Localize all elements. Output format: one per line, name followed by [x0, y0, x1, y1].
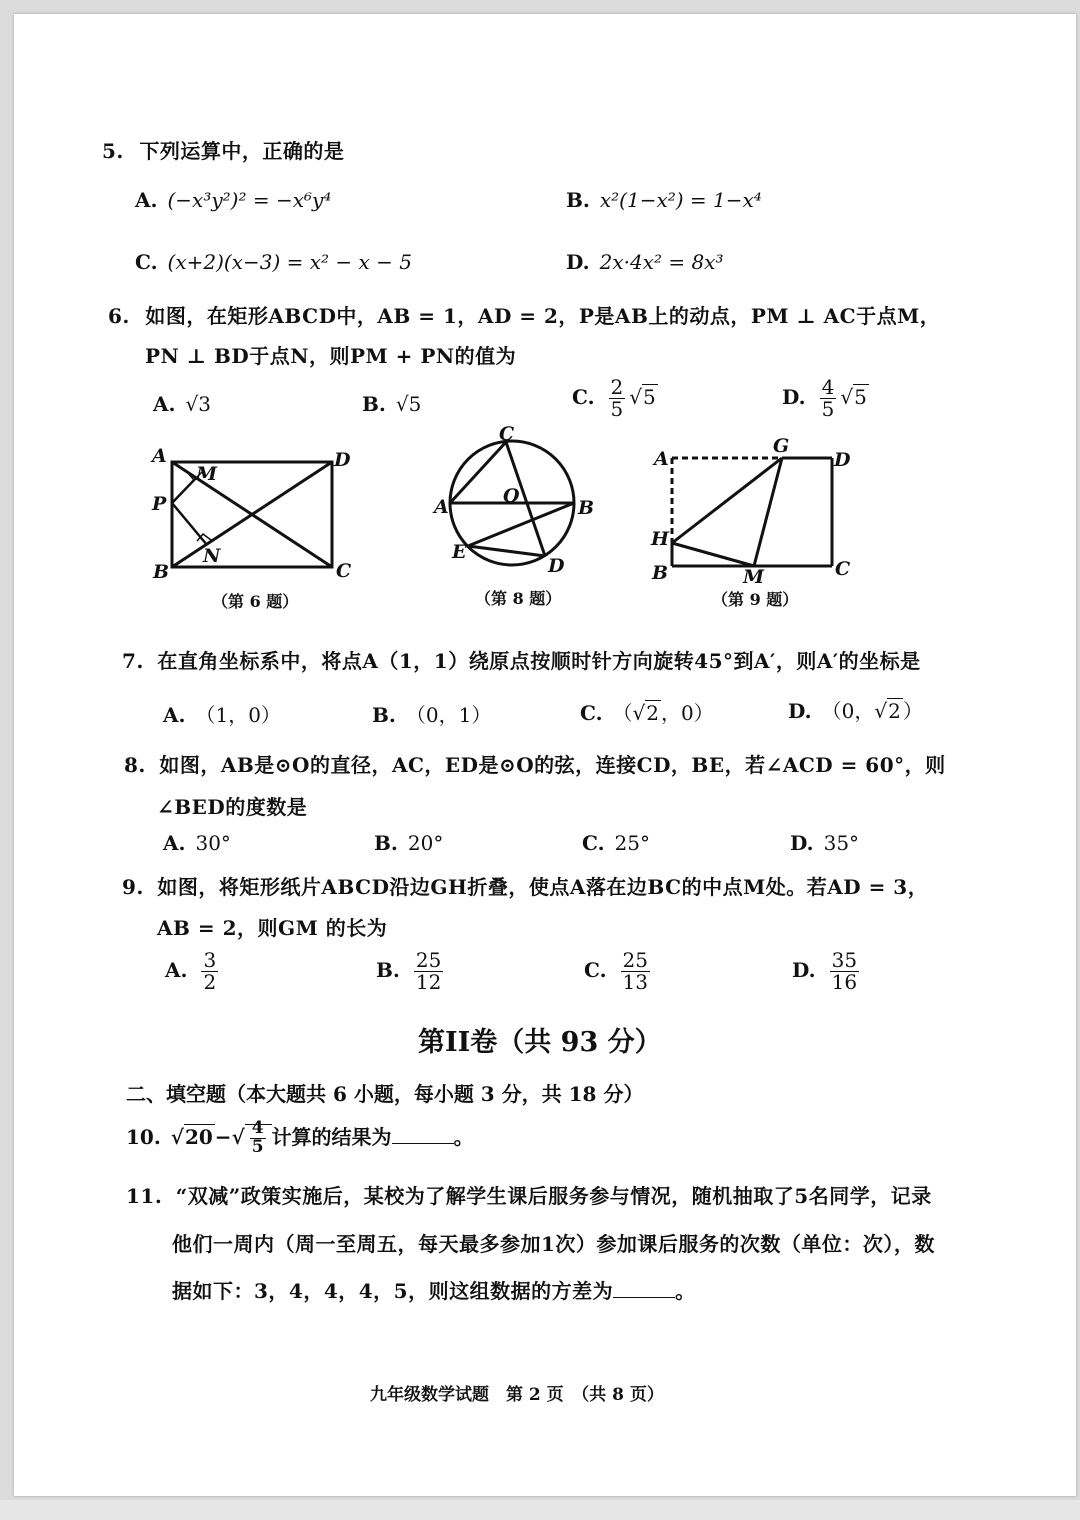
fig6-segment-pn — [172, 503, 207, 545]
q6-b-text: √5 — [395, 392, 422, 416]
fig8-label-o: O — [503, 485, 520, 507]
fig9-label-a: A — [654, 448, 669, 470]
fig6-label-m: M — [196, 463, 218, 485]
q7-a-label: A. — [163, 703, 186, 727]
question-8 — [124, 749, 946, 778]
q10-fraction — [250, 1120, 266, 1157]
q9-option-d — [792, 950, 863, 993]
q9-number: 9. — [122, 875, 144, 899]
q7-d-label: D. — [788, 699, 812, 723]
q8-option-c — [582, 831, 650, 855]
fig8-label-e: E — [452, 541, 467, 563]
q7-number: 7. — [122, 649, 144, 673]
q8-option-b — [374, 831, 443, 855]
fig6-label-b: B — [153, 561, 170, 583]
q8-option-d — [790, 831, 859, 855]
fig6-label-a: A — [152, 445, 167, 467]
part-2-title: 二、填空题（本大题共 6 小题，每小题 3 分，共 18 分） — [126, 1082, 644, 1106]
fig9-label-g: G — [773, 435, 790, 457]
fig9-caption: （第 9 题） — [712, 590, 799, 609]
fig8-chord-be — [468, 503, 574, 546]
fig8-label-d: D — [548, 555, 565, 577]
q9-a-num: 3 — [203, 948, 217, 972]
page-footer: 九年级数学试题 第 2 页 （共 8 页） — [370, 1385, 664, 1405]
q6-c-den: 5 — [610, 397, 624, 421]
q11-line3: 据如下：3，4，4，4，5，则这组数据的方差为 — [172, 1279, 614, 1303]
section-2-title: 第II卷（共 93 分） — [418, 1027, 662, 1058]
q5-a-label: A. — [135, 188, 158, 212]
q10-radical-1: √20 — [170, 1124, 213, 1149]
q8-c-label: C. — [582, 831, 605, 855]
q9-c-fraction — [621, 950, 650, 993]
q7-b-text: （0，1） — [405, 703, 492, 727]
q9-b-num: 25 — [415, 948, 442, 972]
question-7 — [122, 645, 921, 674]
question-9 — [122, 871, 928, 900]
fig8-label-c: C — [499, 423, 515, 445]
fig6-label-c: C — [336, 560, 352, 582]
q11-line3-wrap — [172, 1275, 696, 1304]
fig6-label-n: N — [203, 545, 221, 567]
q8-c-text: 25° — [614, 831, 650, 855]
fig9-segment-hm — [672, 543, 754, 566]
q5-b-label: B. — [566, 188, 590, 212]
fig6-label-p: P — [152, 493, 167, 515]
q11-line2: 他们一周内（周一至周五，每天最多参加1次）参加课后服务的次数（单位：次），数 — [172, 1232, 935, 1256]
q6-d-num: 4 — [821, 375, 835, 399]
q5-number: 5. — [102, 139, 124, 163]
q10-radical-2: √ $\frac{4}{5}$ — [232, 1120, 272, 1157]
fig8-caption: （第 8 题） — [475, 589, 562, 608]
q9-option-b — [376, 950, 447, 993]
q10-frac-den: 5 — [251, 1136, 264, 1157]
q8-d-label: D. — [790, 831, 814, 855]
q10-tail: 计算的结果为 — [271, 1124, 392, 1149]
q7-option-b — [372, 699, 491, 728]
q5-c-label: C. — [135, 250, 158, 274]
fig9-label-h: H — [651, 528, 669, 550]
q7-d-pre: （0， — [821, 699, 875, 723]
q5-b-text: x²(1−x²) = 1−x⁴ — [599, 188, 762, 212]
q8-stem-line2: ∠BED的度数是 — [157, 795, 308, 819]
figure-9 — [672, 458, 832, 566]
q7-option-a — [163, 699, 281, 728]
q6-d-radical: √5 — [840, 385, 867, 409]
q10-number: 10. — [126, 1124, 161, 1149]
q7-c-post: ，0） — [661, 701, 714, 725]
question-10 — [126, 1120, 474, 1157]
q9-b-fraction — [414, 950, 443, 993]
q7-d-radical: √2 — [874, 699, 901, 723]
fig9-label-b: B — [652, 562, 669, 584]
q7-d-radicand: 2 — [888, 699, 901, 723]
q9-option-a — [165, 950, 222, 993]
q6-c-label: C. — [572, 385, 595, 409]
q7-option-c — [580, 697, 714, 726]
q9-d-den: 16 — [831, 970, 858, 994]
fig9-label-d: D — [834, 449, 851, 471]
q5-stem: 下列运算中，正确的是 — [139, 139, 345, 163]
q11-end: 。 — [675, 1279, 696, 1303]
q6-a-text: √3 — [185, 392, 211, 416]
q11-number: 11. — [126, 1184, 163, 1208]
q10-minus: − — [214, 1124, 232, 1149]
q9-b-label: B. — [376, 958, 400, 982]
fig9-fold-gh — [672, 458, 782, 543]
q10-radicand-1: 20 — [184, 1124, 213, 1149]
fig8-label-b: B — [578, 497, 595, 519]
q7-c-pre: （ — [612, 701, 633, 725]
q7-a-text: （1，0） — [195, 703, 281, 727]
q6-a-label: A. — [153, 392, 176, 416]
q7-c-radical: √2 — [632, 701, 660, 725]
q6-b-label: B. — [362, 392, 386, 416]
q9-a-label: A. — [165, 958, 188, 982]
q6-c-radicand: 5 — [643, 385, 656, 409]
fig6-label-d: D — [334, 449, 351, 471]
q9-b-den: 12 — [415, 970, 442, 994]
fig6-caption: （第 6 题） — [212, 592, 299, 611]
q7-d-post: ） — [902, 699, 923, 723]
q10-frac-num: 4 — [251, 1118, 264, 1138]
q6-c-radical: √5 — [629, 385, 656, 409]
q9-a-den: 2 — [203, 970, 217, 994]
q6-stem-line2: PN ⊥ BD于点N，则PM + PN的值为 — [145, 344, 517, 368]
q6-d-radicand: 5 — [854, 385, 867, 409]
q9-c-num: 25 — [622, 948, 648, 972]
q8-b-text: 20° — [407, 831, 444, 855]
q8-a-text: 30° — [195, 831, 231, 855]
fig9-label-c: C — [835, 558, 851, 580]
q11-line1: “双减”政策实施后，某校为了解学生课后服务参与情况，随机抽取了5名同学，记录 — [175, 1184, 932, 1208]
fig9-segment-gm — [754, 458, 782, 566]
fig8-label-a: A — [434, 496, 449, 518]
q7-c-radicand: 2 — [646, 701, 660, 725]
q10-radical-2-body — [245, 1118, 272, 1157]
q11-answer-blank[interactable] — [613, 1279, 675, 1298]
question-11 — [126, 1180, 932, 1209]
q6-number: 6. — [108, 304, 130, 328]
q6-d-label: D. — [782, 385, 806, 409]
q9-stem-line2: AB = 2，则GM 的长为 — [157, 916, 388, 940]
q9-option-c — [584, 950, 654, 993]
q8-stem-line1: 如图，AB是⊙O的直径，AC，ED是⊙O的弦，连接CD，BE，若∠ACD = 60°，则 — [159, 753, 946, 777]
q7-c-label: C. — [580, 701, 603, 725]
q10-answer-blank[interactable] — [392, 1125, 454, 1144]
q7-stem: 在直角坐标系中，将点A（1，1）绕原点按顺时针方向旋转45°到A′，则A′的坐标是 — [157, 649, 921, 673]
q9-stem-line1: 如图，将矩形纸片ABCD沿边GH折叠，使点A落在边BC的中点M处。若AD = 3， — [157, 875, 929, 899]
q6-d-den: 5 — [821, 397, 835, 421]
q9-d-num: 35 — [831, 948, 858, 972]
q10-end: 。 — [453, 1124, 474, 1149]
q9-c-den: 13 — [622, 970, 648, 994]
q7-b-label: B. — [372, 703, 396, 727]
q9-d-fraction — [830, 950, 859, 993]
fig9-label-m: M — [743, 566, 765, 588]
q5-d-label: D. — [566, 250, 590, 274]
q5-c-text: (x+2)(x−3) = x² − x − 5 — [167, 250, 412, 274]
q8-b-label: B. — [374, 831, 398, 855]
q7-option-d — [788, 695, 923, 724]
q8-a-label: A. — [163, 831, 186, 855]
q8-option-a — [163, 831, 231, 855]
q5-d-text: 2x·4x² = 8x³ — [599, 250, 724, 274]
q6-c-num: 2 — [610, 375, 624, 399]
q6-stem-line1: 如图，在矩形ABCD中，AB = 1，AD = 2，P是AB上的动点，PM ⊥ AC于点M， — [145, 304, 941, 328]
q9-a-fraction — [201, 950, 218, 993]
q8-d-text: 35° — [823, 831, 860, 855]
q9-d-label: D. — [792, 958, 816, 982]
q9-c-label: C. — [584, 958, 607, 982]
fig6-segment-pm — [172, 478, 196, 503]
q8-number: 8. — [124, 753, 146, 777]
q5-a-text: (−x³y²)² = −x⁶y⁴ — [167, 188, 332, 212]
